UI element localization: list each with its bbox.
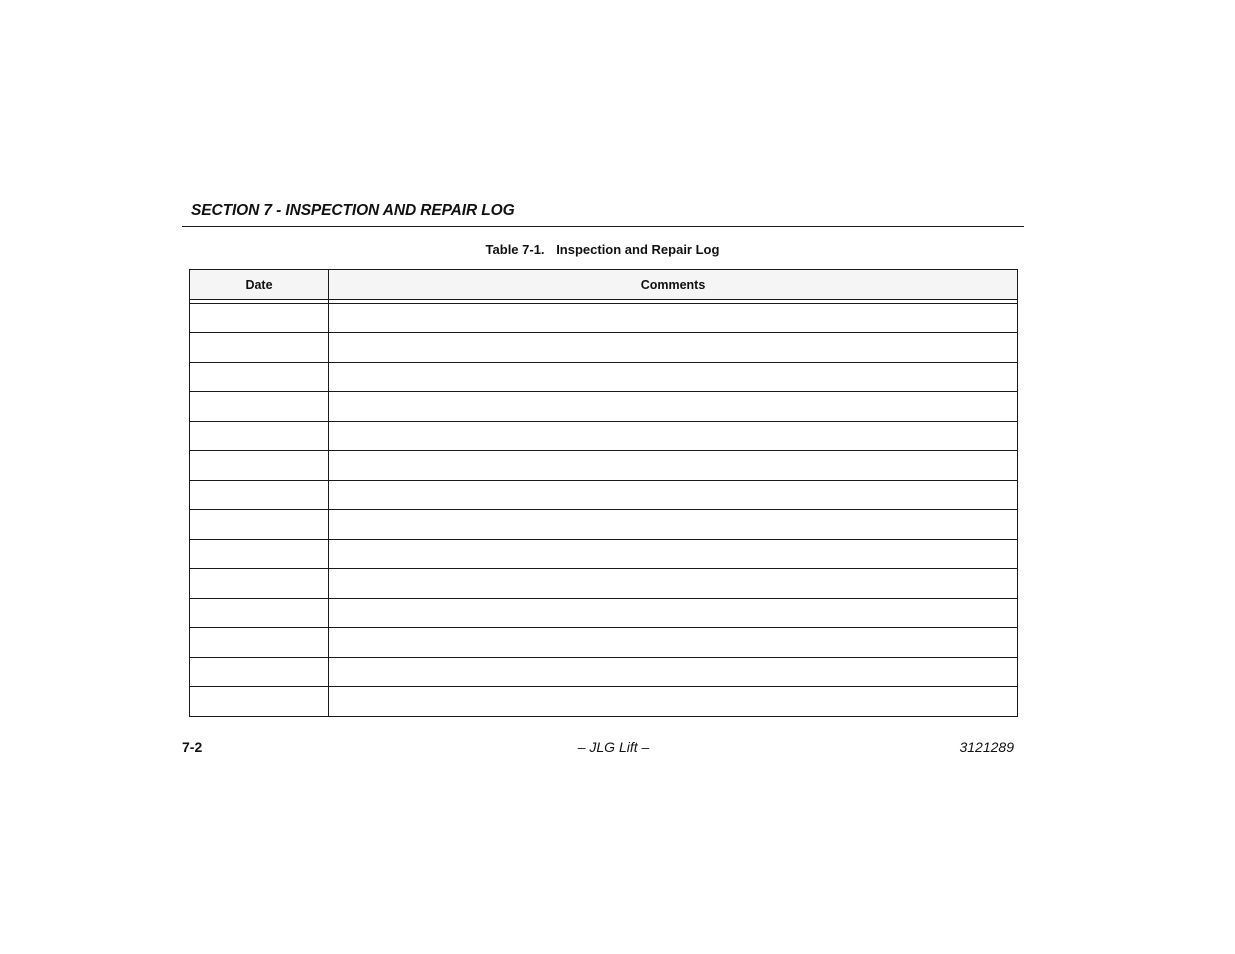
- section-title: SECTION 7 - INSPECTION AND REPAIR LOG: [191, 202, 515, 219]
- comments-cell: [329, 450, 1017, 480]
- table-header-row: [190, 270, 1017, 300]
- date-cell: [190, 539, 328, 569]
- table-row: [190, 450, 1017, 480]
- date-cell: [190, 568, 328, 598]
- comments-cell: [329, 539, 1017, 569]
- table-row: [190, 598, 1017, 628]
- date-cell: [190, 627, 328, 657]
- column-header-date: Date: [245, 278, 273, 292]
- comments-cell: [329, 480, 1017, 510]
- table-row: [190, 657, 1017, 687]
- comments-cell: [329, 686, 1017, 716]
- date-cell: [190, 332, 328, 362]
- table-row: [190, 421, 1017, 451]
- table-row: [190, 568, 1017, 598]
- table-caption: [0, 242, 1205, 257]
- comments-cell: [329, 509, 1017, 539]
- comments-cell: [329, 391, 1017, 421]
- table-row: [190, 539, 1017, 569]
- date-cell: [190, 450, 328, 480]
- date-cell: [190, 362, 328, 392]
- page-number: 7-2: [182, 739, 203, 755]
- comments-cell: [329, 657, 1017, 687]
- table-caption-title: Inspection and Repair Log: [556, 242, 720, 257]
- date-cell: [190, 303, 328, 332]
- table-row: [190, 332, 1017, 362]
- date-cell: [190, 657, 328, 687]
- date-cell: [190, 509, 328, 539]
- table-row: [190, 362, 1017, 392]
- comments-cell: [329, 303, 1017, 332]
- document-number: 3121289: [959, 739, 1014, 755]
- date-cell: [190, 421, 328, 451]
- table-row: [190, 303, 1017, 332]
- date-cell: [190, 686, 328, 716]
- table-caption-number: Table 7-1.: [485, 242, 545, 257]
- comments-cell: [329, 598, 1017, 628]
- inspection-repair-log-table: [189, 269, 1018, 717]
- comments-cell: [329, 421, 1017, 451]
- table-row: [190, 480, 1017, 510]
- comments-cell: [329, 362, 1017, 392]
- table-row: [190, 627, 1017, 657]
- comments-cell: [329, 568, 1017, 598]
- date-cell: [190, 391, 328, 421]
- date-cell: [190, 598, 328, 628]
- comments-cell: [329, 627, 1017, 657]
- date-cell: [190, 480, 328, 510]
- table-row: [190, 391, 1017, 421]
- column-header-comments: Comments: [640, 278, 706, 292]
- footer-title: – JLG Lift –: [577, 739, 650, 755]
- header-divider: [182, 226, 1024, 227]
- table-row: [190, 686, 1017, 716]
- comments-cell: [329, 332, 1017, 362]
- table-row: [190, 509, 1017, 539]
